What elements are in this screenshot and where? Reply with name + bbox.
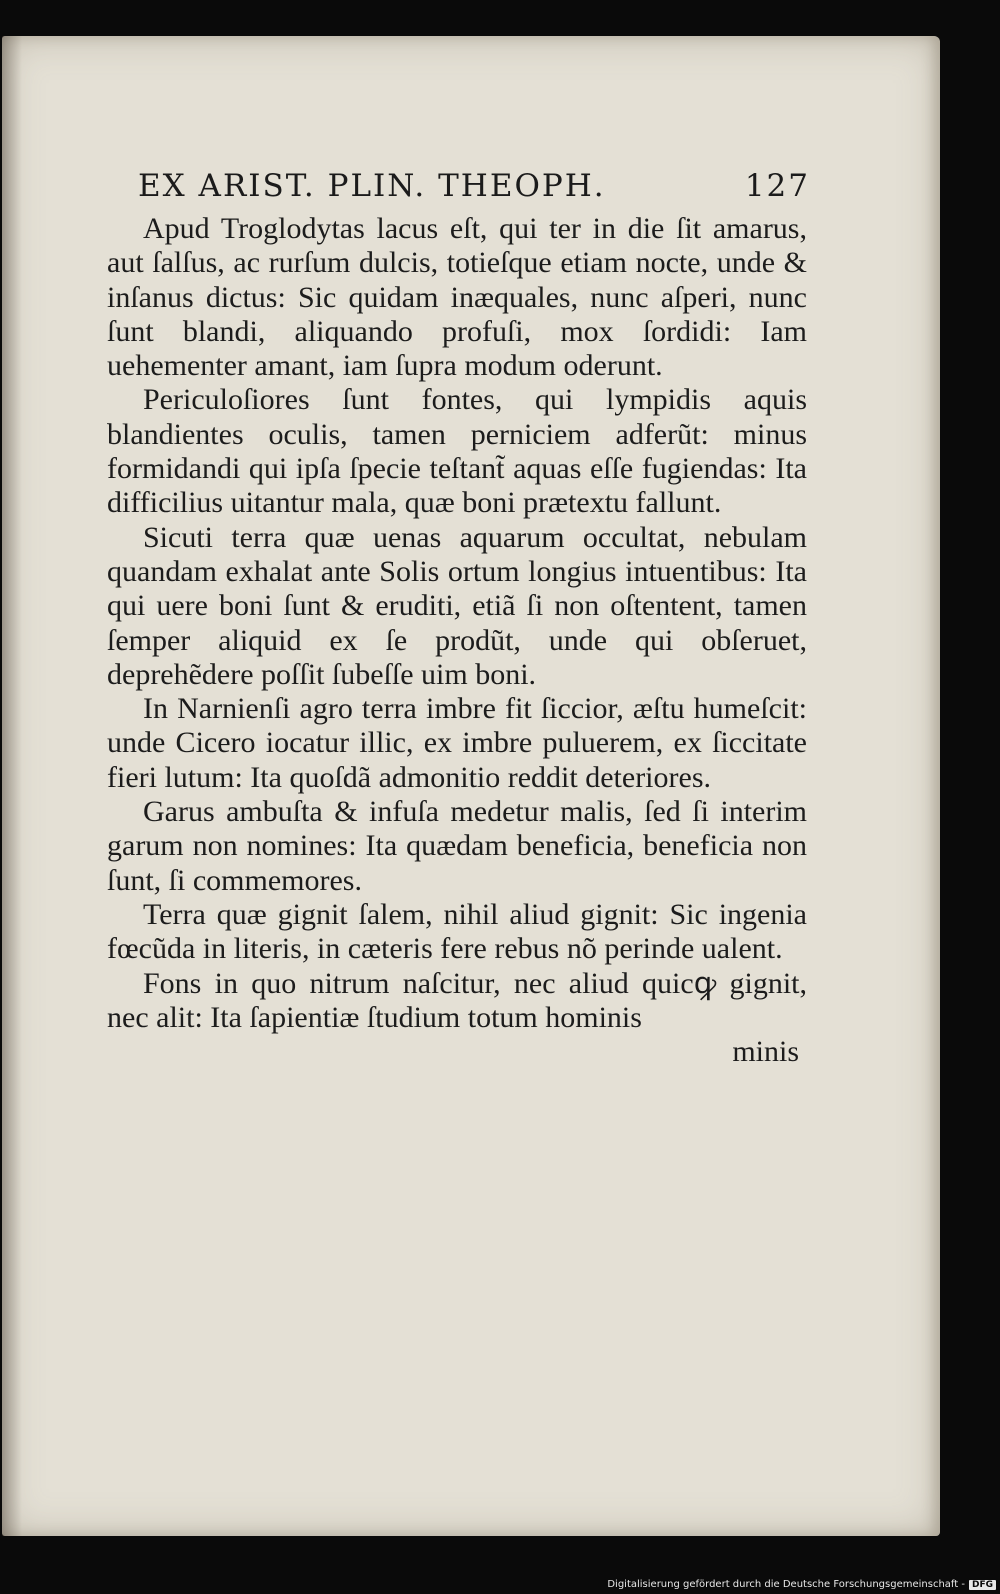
digitization-credit [607, 1579, 996, 1590]
paragraph: Apud Troglodytas lacus eſt, qui ter in die ſit amarus, aut ſalſus, ac rurſum dulcis, totieſque etiam nocte, unde & inſanus dictus: Sic quidam inæquales, nunc aſperi, nunc ſunt blandi, aliquando profuſi, mox ſordidi: Iam uehementer amant, iam ſupra modum oderunt. [107, 212, 807, 383]
catchword: minis [732, 1035, 799, 1069]
body-text [107, 212, 807, 1069]
paragraph: Terra quæ gignit ſalem, nihil aliud gignit: Sic ingenia fœcũda in literis, in cæteris fere rebus nõ perinde ualent. [107, 897, 807, 966]
page-gutter-shadow [2, 36, 22, 1536]
paragraph: Sicuti terra quæ uenas aquarum occultat, nebulam quandam exhalat ante Solis ortum longius intuentibus: Ita qui uere boni ſunt & eruditi, etiã ſi non oſtentent, tamen ſemper aliquid ex ſe prodũt, unde qui obſeruet, deprehẽdere poſſit ſubeſſe uim boni. [107, 520, 807, 691]
book-page [2, 36, 940, 1536]
dfg-logo: DFG [969, 1580, 996, 1590]
running-header [138, 168, 810, 204]
page-number: 127 [744, 168, 810, 204]
running-title: EX ARIST. PLIN. THEOPH. [138, 168, 606, 204]
paragraph: Periculoſiores ſunt fontes, qui lympidis aquis blandientes oculis, tamen perniciem adferũt: minus formidandi qui ipſa ſpecie teſtant̃ aquas eſſe fugiendas: Ita difficilius uitantur mala, quæ boni prætextu fallunt. [107, 383, 807, 520]
credit-text: Digitalisierung gefördert durch die Deutsche Forschungsgemeinschaft - [607, 1579, 965, 1590]
paragraph: Garus ambuſta & infuſa medetur malis, ſed ſi interim garum non nomines: Ita quædam beneficia, beneficia non ſunt, ſi commemores. [107, 795, 807, 897]
paragraph: In Narnienſi agro terra imbre fit ſiccior, æſtu humeſcit: unde Cicero iocatur illic, ex imbre puluerem, ex ſiccitate fieri lutum: Ita quoſdã admonitio reddit deteriores. [107, 692, 807, 794]
paragraph: Fons in quo nitrum naſcitur, nec aliud quicꝙ gignit, nec alit: Ita ſapientiæ ſtudium totum hominis [107, 966, 807, 1034]
